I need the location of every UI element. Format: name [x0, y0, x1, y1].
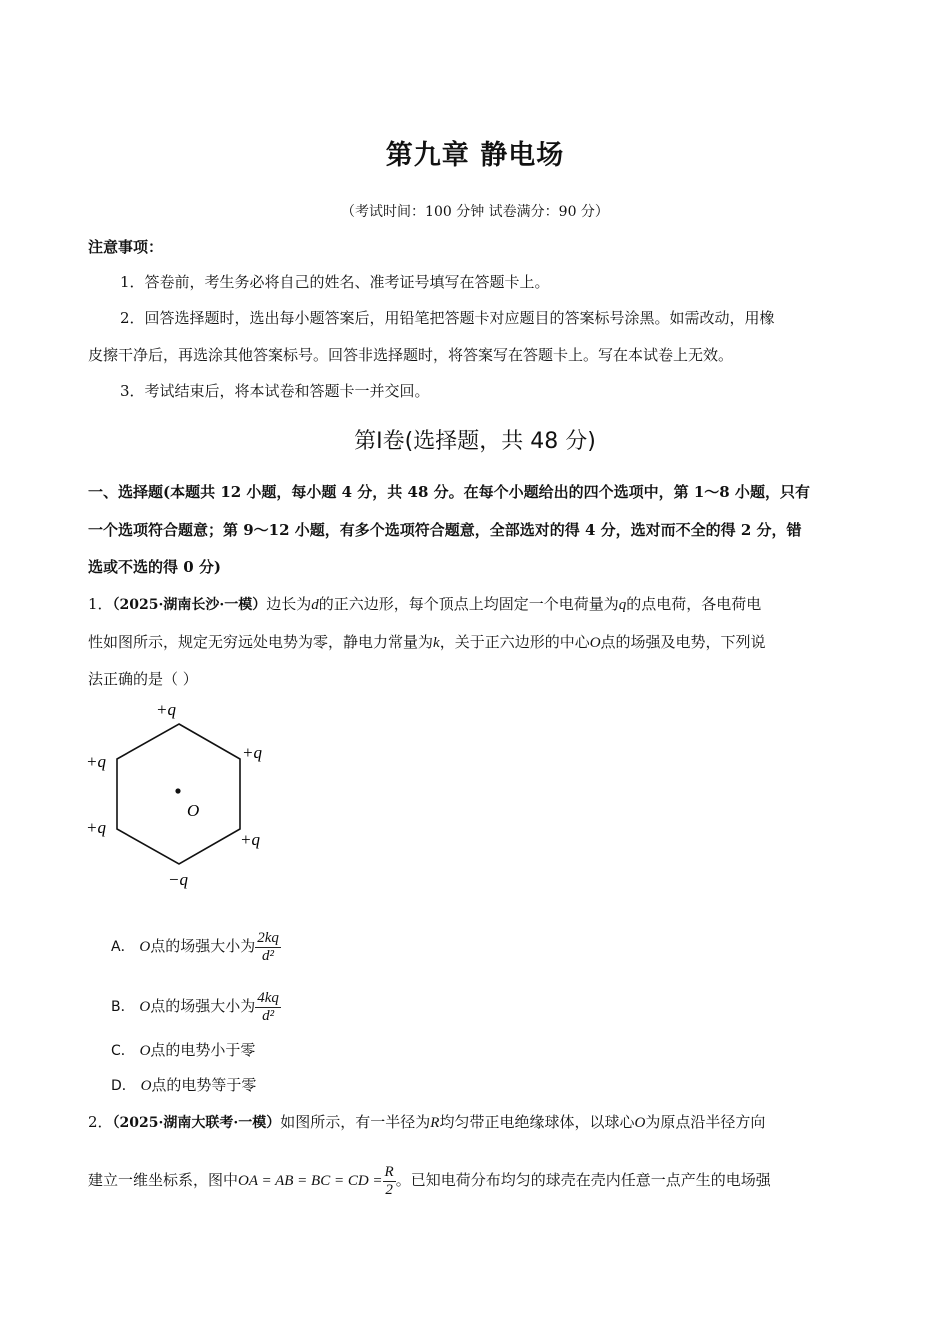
question-number: 2．: [88, 1113, 113, 1131]
fraction-numerator: 4kq: [257, 989, 279, 1006]
page-title: 第九章 静电场: [385, 140, 565, 171]
notice-item-2-line2: 皮擦干净后，再选涂其他答案标号。回答非选择题时，将答案写在答题卡上。写在本试卷上无效。: [88, 346, 734, 364]
fraction-denominator: 2: [385, 1181, 393, 1198]
question-text: 的正六边形，每个顶点上均固定一个电荷量为: [318, 595, 619, 613]
question-2-line1: [88, 1112, 765, 1133]
var-d: d: [311, 597, 319, 613]
option-label: C．: [111, 1043, 135, 1059]
fraction-numerator: 2kq: [257, 929, 279, 946]
question-text: 建立一维坐标系，图中: [88, 1171, 239, 1189]
question-text: 性如图所示，规定无穷远处电势为零，静电力常量为: [88, 633, 434, 651]
question-source: （2025·湖南长沙·一模）: [112, 597, 267, 613]
var-R: R: [430, 1115, 440, 1131]
option-b[interactable]: [111, 974, 281, 1030]
equation: OA = AB = BC = CD =: [238, 1173, 383, 1189]
var-O: O: [634, 1115, 646, 1131]
fraction: [255, 990, 281, 1025]
option-text: 点的电势等于零: [151, 1076, 257, 1094]
question-source: （2025·湖南大联考·一模）: [112, 1115, 281, 1131]
hexagon-charge-diagram: [80, 695, 280, 895]
question-text: 边长为: [266, 595, 312, 613]
center-label: O: [187, 801, 200, 820]
question-text: 如图所示，有一半径为: [280, 1113, 431, 1131]
var-O: O: [140, 1078, 152, 1094]
var-O: O: [139, 939, 151, 955]
option-text: 点的场强大小为: [150, 937, 256, 955]
exam-info: （考试时间：100 分钟 试卷满分：90 分）: [341, 204, 609, 220]
option-label: D．: [111, 1078, 136, 1094]
question-text: ，关于正六边形的中心: [439, 633, 590, 651]
option-label: A．: [111, 939, 135, 955]
var-q: q: [618, 597, 627, 613]
option-text: 点的场强大小为: [150, 997, 256, 1015]
question-text: 均匀带正电绝缘球体，以球心: [439, 1113, 635, 1131]
section-instructions-line3: 选或不选的得 0 分): [88, 558, 221, 576]
var-k: k: [433, 635, 440, 651]
question-text: 点的场强及电势，下列说: [600, 633, 766, 651]
question-1-line2: [88, 632, 766, 653]
notice-item-3: 3．考试结束后，将本试卷和答题卡一并交回。: [120, 382, 430, 400]
option-d[interactable]: [111, 1075, 256, 1096]
center-point: [175, 788, 180, 793]
question-1-line1: [88, 594, 761, 615]
fraction: [255, 930, 281, 965]
option-a[interactable]: [111, 914, 281, 970]
question-text: 。已知电荷分布均匀的球壳在壳内任意一点产生的电场强: [395, 1171, 771, 1189]
section-instructions-line2: 一个选项符合题意；第 9～12 小题，有多个选项符合题意，全部选对的得 4 分，选对而不全的得 2 分，错: [88, 521, 802, 539]
fraction-denominator: d²: [262, 947, 275, 964]
charge-label-upper-right: +q: [242, 743, 262, 762]
charge-label-top: +q: [156, 700, 176, 719]
notice-item-1: 1．答卷前，考生务必将自己的姓名、准考证号填写在答题卡上。: [120, 273, 550, 291]
option-c[interactable]: [111, 1040, 255, 1061]
hexagon-outline: [117, 724, 240, 864]
option-text: 点的电势小于零: [150, 1041, 256, 1059]
option-label: B．: [111, 999, 135, 1015]
question-1-line3: 法正确的是（ ）: [88, 670, 198, 688]
section-title: 第Ⅰ卷(选择题，共 48 分): [354, 429, 596, 454]
charge-label-lower-right: +q: [240, 830, 260, 849]
notice-heading: 注意事项：: [88, 238, 164, 256]
question-text: 为原点沿半径方向: [645, 1113, 766, 1131]
var-O: O: [139, 999, 151, 1015]
var-O: O: [589, 635, 601, 651]
question-number: 1．: [88, 595, 113, 613]
question-2-line2: [88, 1158, 771, 1203]
charge-label-lower-left: +q: [86, 818, 106, 837]
charge-label-bottom: −q: [168, 870, 188, 889]
charge-label-upper-left: +q: [86, 752, 106, 771]
section-instructions-line1: 一、选择题(本题共 12 小题，每小题 4 分，共 48 分。在每个小题给出的四个选项中，第 1～8 小题，只有: [88, 483, 810, 501]
question-text: 的点电荷，各电荷电: [626, 595, 762, 613]
notice-item-2-line1: 2．回答选择题时，选出每小题答案后，用铅笔把答题卡对应题目的答案标号涂黑。如需改动，用橡: [120, 309, 775, 327]
var-O: O: [139, 1043, 151, 1059]
fraction-numerator: R: [384, 1163, 394, 1180]
fraction: [383, 1164, 396, 1199]
fraction-denominator: d²: [262, 1007, 275, 1024]
